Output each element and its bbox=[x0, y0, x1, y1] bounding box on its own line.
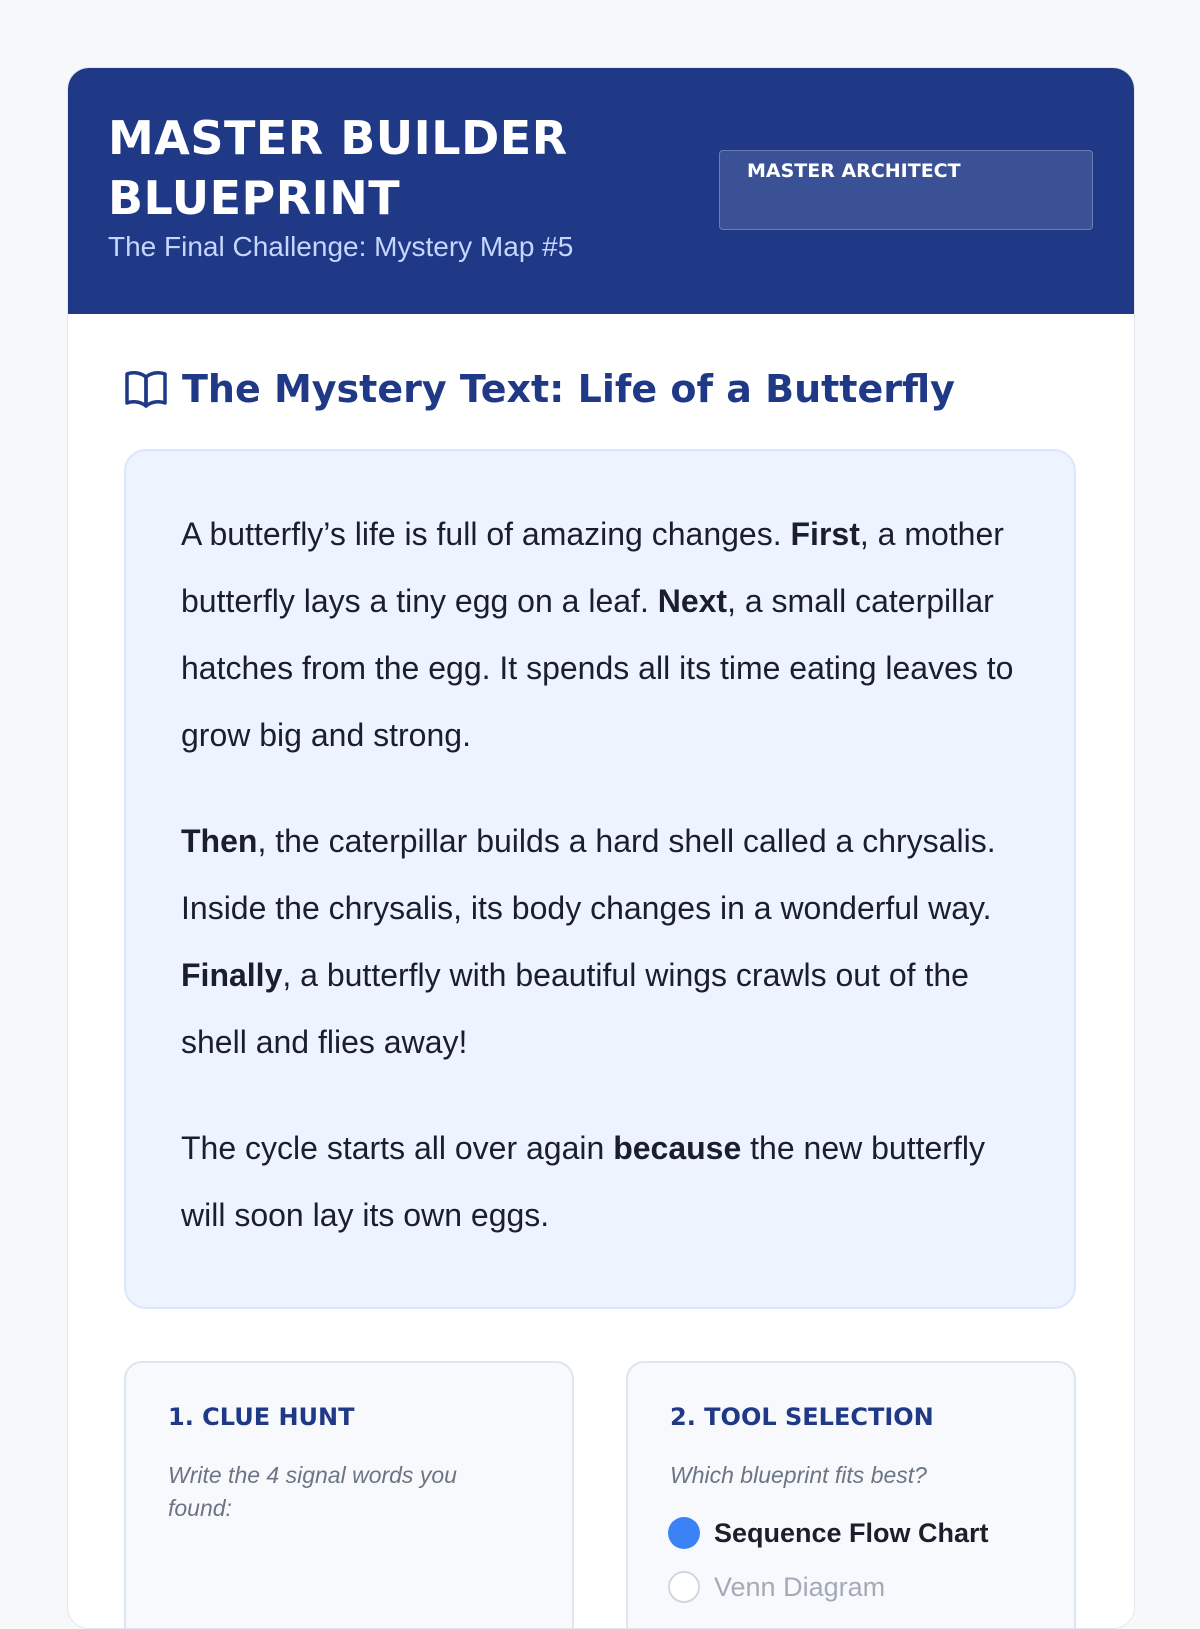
paragraph-1 bbox=[181, 501, 1031, 769]
tool-selection-box bbox=[626, 1361, 1076, 1629]
radio-selected[interactable] bbox=[668, 1517, 700, 1549]
signal-word: Finally bbox=[181, 957, 283, 993]
text-run: the new butterfly will soon lay its own eggs. bbox=[181, 1130, 985, 1233]
radio-unselected[interactable] bbox=[668, 1571, 700, 1603]
section-title: The Mystery Text: Life of a Butterfly bbox=[182, 367, 955, 411]
blueprint-card bbox=[67, 67, 1135, 1629]
master-architect-field[interactable] bbox=[719, 150, 1093, 230]
option-label: Venn Diagram bbox=[714, 1571, 886, 1602]
mystery-text-panel bbox=[124, 449, 1076, 1309]
tool-selection-prompt: Which blueprint fits best? bbox=[670, 1462, 927, 1488]
signal-word: because bbox=[613, 1130, 742, 1166]
signal-word: Next bbox=[657, 583, 728, 619]
option-venn-diagram[interactable] bbox=[668, 1571, 885, 1603]
signal-word: Then bbox=[181, 823, 258, 859]
page-subtitle: The Final Challenge: Mystery Map #5 bbox=[108, 231, 574, 262]
signal-word: First bbox=[790, 516, 860, 552]
header bbox=[68, 68, 1134, 314]
paragraph-2 bbox=[181, 808, 1031, 1076]
text-run: The cycle starts all over again bbox=[181, 1130, 614, 1166]
clue-hunt-box bbox=[124, 1361, 574, 1629]
text-run: , a mother butterfly lays a tiny egg on a leaf. bbox=[181, 516, 1004, 619]
option-label: Sequence Flow Chart bbox=[714, 1517, 989, 1548]
text-run: , a small caterpillar hatches from the egg. It spends all its time eating leaves to grow big and strong. bbox=[181, 583, 1014, 753]
paragraph-3 bbox=[181, 1115, 1031, 1249]
tool-selection-title: 2. TOOL SELECTION bbox=[670, 1403, 934, 1431]
master-architect-label: MASTER ARCHITECT bbox=[747, 160, 961, 182]
page-title: MASTER BUILDER BLUEPRINT bbox=[108, 111, 568, 225]
text-run: , a butterfly with beautiful wings crawls out of the shell and flies away! bbox=[181, 957, 969, 1060]
open-book-icon bbox=[124, 369, 168, 409]
option-sequence-flow-chart[interactable] bbox=[668, 1517, 989, 1549]
text-run: , the caterpillar builds a hard shell called a chrysalis. Inside the chrysalis, its body changes in a wonderful way. bbox=[181, 823, 996, 926]
clue-hunt-prompt: Write the 4 signal words you found: bbox=[168, 1462, 457, 1521]
section-heading bbox=[124, 364, 955, 414]
clue-hunt-title: 1. CLUE HUNT bbox=[168, 1403, 355, 1431]
text-run: A butterfly’s life is full of amazing changes. bbox=[181, 516, 791, 552]
